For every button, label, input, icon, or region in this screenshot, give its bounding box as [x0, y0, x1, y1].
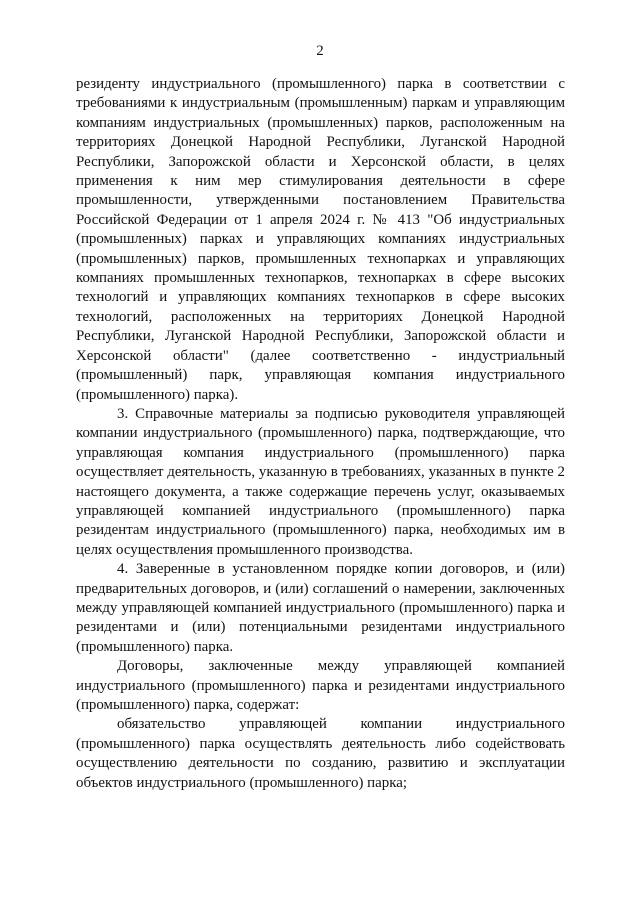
document-body	[76, 75, 565, 793]
page-number: 2	[316, 43, 324, 59]
paragraph-contracts-intro: Договоры, заключенные между управляющей компанией индустриального (промышленного) парка и резидентами индустриального (промышленного) парка, содержат:	[76, 658, 565, 713]
paragraph-item-3: 3. Справочные материалы за подписью руководителя управляющей компании индустриального (промышленного) парка, подтверждающие, что управляющая компания индустриального (промышленного) парка осуществляет деятельность, указанную в требованиях, указанных в пункте 2 настоящего документа, а также содержащие перечень услуг, оказываемых управляющей компанией индустриального (промышленного) парка резидентам индустриального (промышленного) парка, необходимых им в целях осуществления промышленного производства.	[76, 405, 565, 558]
paragraph-continuation: резиденту индустриального (промышленного) парка в соответствии с требованиями к индустриальным (промышленным) паркам и управляющим компаниям индустриальных (промышленных) парков, расположенным на территориях Донецкой Народной Республики, Луганской Народной Республики, Запорожской области и Херсонской области, в целях применения к ним мер стимулирования деятельности в сфере промышленности, утвержденными постановлением Правительства Российской Федерации от 1 апреля 2024 г. № 413 "Об индустриальных (промышленных) парках и управляющих компаниях индустриальных (промышленных) парков, промышленных технопарках и управляющих компаниях промышленных технопарков, технопарках в сфере высоких технологий и управляющих компаниях технопарков в сфере высоких технологий, расположенных на территориях Донецкой Народной Республики, Луганской Народной Республики, Запорожской области и Херсонской области" (далее соответственно - индустриальный (промышленный) парк, управляющая компания индустриального (промышленного) парка).	[76, 76, 565, 403]
paragraph-obligation: обязательство управляющей компании индустриального (промышленного) парка осуществлять деятельность либо содействовать осуществлению деятельности по созданию, развитию и эксплуатации объектов индустриального (промышленного) парка;	[76, 716, 565, 791]
paragraph-item-4: 4. Заверенные в установленном порядке копии договоров, и (или) предварительных договоров, и (или) соглашений о намерении, заключенных между управляющей компанией индустриального (промышленного) парка и резидентами и (или) потенциальными резидентами индустриального (промышленного) парка.	[76, 561, 565, 655]
